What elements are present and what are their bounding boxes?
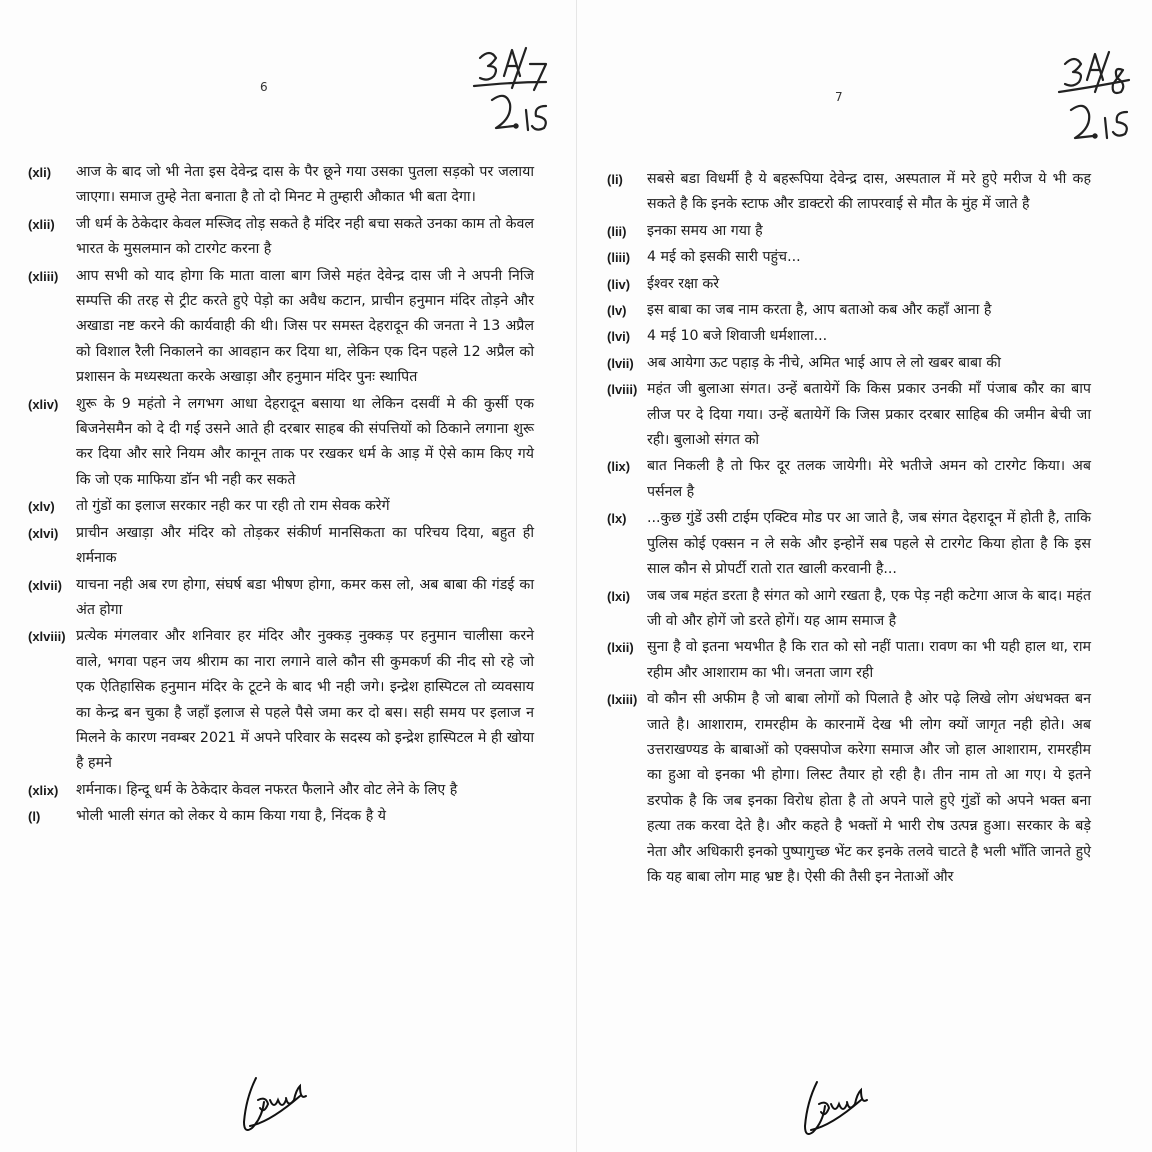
item-number: (l) — [28, 809, 41, 825]
list-item — [607, 351, 1091, 376]
item-text: तो गुंडों का इलाज सरकार नही कर पा रही तो राम सेवक करेगें — [76, 498, 390, 515]
item-text: बात निकली है तो फिर दूर तलक जायेगी। मेरे भतीजे अमन को टारगेट किया। अब पर्सनल है — [647, 458, 1091, 500]
item-text: याचना नही अब रण होगा, संघर्ष बडा भीषण होगा, कमर कस लो, अब बाबा की गंडई का अंत होगा — [76, 576, 534, 618]
item-number: (li) — [607, 172, 623, 187]
item-number: (lii) — [607, 223, 627, 239]
list-item — [607, 687, 1091, 890]
item-text: आप सभी को याद होगा कि माता वाला बाग जिसे महंत देवेन्द्र दास जी ने अपनी निजि सम्पत्ति की तरह से ट्रीट करते हुऐ पेड़ो का अवैध कटान, प्राचीन हनुमान मंदिर तोड़ने और अखाडा नष्ट करने की कार्यवाही की थी। जिस पर समस्त देहरादून की जनता ने 13 अप्रैल को विशाल रैली निकालने का आवहान कर दिया था, लेकिन एक दिन पहले 12 अप्रैल को प्रशासन के मध्यस्थता करके अखाड़ा और हनुमान मंदिर पुनः स्थापित — [76, 267, 534, 386]
list-item — [607, 219, 1091, 244]
item-number: (lv) — [607, 303, 627, 319]
page-number: 7 — [835, 90, 843, 104]
right-page — [576, 0, 1152, 1152]
item-text: जी धर्म के ठेकेदार केवल मस्जिद तोड़ सकते है मंदिर नही बचा सकते उनका काम तो केवल भारत के मुसलमान को टारगेट करना है — [76, 215, 534, 258]
list-item — [28, 778, 534, 803]
list-item — [607, 245, 1091, 270]
item-number: (lviii) — [607, 382, 638, 398]
list-item — [607, 635, 1091, 686]
list-item — [28, 804, 534, 829]
item-number: (liv) — [607, 276, 631, 292]
item-number: (xlvi) — [28, 525, 59, 541]
list-item — [28, 521, 534, 572]
list-item — [607, 506, 1091, 582]
item-text: प्रत्येक मंगलवार और शनिवार हर मंदिर और नुक्कड़ नुक्कड़ पर हनुमान चालीसा करने वाले, भगवा पहन जय श्रीराम का नारा लगाने वाले कौन सी कुमकर्ण की नीद सो रहे जो एक ऐतिहासिक हनुमान मंदिर के टूटने के बाद भी नही जगे। इन्द्रेश हास्पिटल तो व्यवसाय का केन्द्र बन चुका है जहॉं इलाज से पहले पैसे जमा कर दो बस। सही समय पर इलाज न मिलने के कारण नवम्बर 2021 में अपने परिवार के सदस्य को इन्द्रेश हास्पिटल मे ही खोया है हमने — [76, 628, 534, 772]
item-number: (lxii) — [607, 640, 634, 656]
list-item — [607, 584, 1091, 635]
item-number: (xlii) — [28, 216, 55, 232]
item-text: इनका समय आ गया है — [647, 222, 763, 239]
item-text: प्राचीन अखाड़ा और मंदिर को तोड़कर संकीर्ण मानसिकता का परिचय दिया, बहुत ही शर्मनाक — [76, 524, 534, 567]
item-text: इस बाबा का जब नाम करता है, आप बताओ कब और कहॉं आना है — [647, 302, 992, 319]
item-text: ईश्वर रक्षा करे — [647, 275, 720, 292]
list-item — [28, 573, 534, 624]
list-item — [28, 392, 534, 494]
item-text: 4 मई 10 बजे शिवाजी धर्मशाला... — [647, 328, 828, 345]
item-text: सबसे बडा विधर्मी है ये बहरूपिया देवेन्द्र दास, अस्पताल में मरे हुऐ मरीज ये भी कह सकते है कि इनके स्टाफ और डाक्टरो की लापरवाई से मौत के मुंह में जाते है — [647, 171, 1091, 213]
item-text: अब आयेगा ऊट पहाड़ के नीचे, अमित भाई आप ले लो खबर बाबा की — [647, 354, 1001, 371]
item-number: (xlix) — [28, 782, 59, 798]
item-number: (lix) — [607, 459, 631, 475]
list-item — [28, 160, 534, 211]
handwritten-annotation — [1057, 40, 1152, 160]
item-text: शर्मनाक। हिन्दू धर्म के ठेकेदार केवल नफरत फैलाने और वोट लेने के लिए है — [76, 781, 458, 798]
list-item — [28, 494, 534, 519]
list-item — [28, 624, 534, 776]
list-item — [28, 264, 534, 391]
item-number: (lx) — [607, 511, 627, 527]
item-number: (xlviii) — [28, 629, 66, 645]
item-number: (liii) — [607, 250, 631, 266]
paragraph-list — [607, 167, 1091, 891]
list-item — [607, 377, 1091, 453]
item-text: वो कौन सी अफीम है जो बाबा लोगों को पिलाते है ओर पढ़े लिखे लोग अंधभक्त बन जाते है। आशाराम, रामरहीम के कारनामें देख भी लोग क्यों जागृत नही होते। अब उत्तराखण्यड के बाबाओं को एक्सपोज करेगा समाज और जो हाल आशाराम, रामरहीम का हुआ वो इनका भी होगा। लिस्ट तैयार हो रही है। तीन नाम तो आ गए। ये इतने डरपोक है कि जब इनका विरोध होता है तो अपने पाले हुऐ गुंडों को अपने भक्त बना हत्या तक करवा देते है। और कहते है भक्तों मे भारी रोष उत्पन्न हुआ। सरकार के बड़े नेता और अधिकारी इनको पुष्पागुच्छ भेंट कर इनके तलवे चाटते है भली भॉंति जानते हुऐ कि यह बाबा लोग माह भ्रष्ट है। ऐसी की तैसी इन नेताओं और — [647, 691, 1091, 885]
item-text: जब जब महंत डरता है संगत को आगे रखता है, एक पेड़ नही कटेगा आज के बाद। महंत जी वो और होगें जो डरते होगें। यह आम समाज है — [647, 587, 1091, 629]
item-number: (xlvii) — [28, 577, 62, 593]
item-text: 4 मई को इसकी सारी पहुंच... — [647, 249, 801, 266]
item-number: (xli) — [28, 165, 52, 180]
item-text: शुरू के 9 महंतो ने लगभग आधा देहरादून बसाया था लेकिन दसवीं मे की कुर्सी एक बिजनेसमैन को दे दी गई उसने आते ही दरबार साहब की संपत्तियों को ठिकाने लगाना शुरू कर दिया और सारे नियम और कानून ताक पर रखकर धर्म के आड़ में ऐसे काम किए गये कि जो एक माफिया डॉन भी नही कर सकते — [76, 395, 534, 488]
item-number: (lvi) — [607, 329, 631, 345]
item-number: (xlv) — [28, 499, 55, 515]
item-number: (xliv) — [28, 396, 59, 412]
signature — [236, 1070, 316, 1140]
handwritten-annotation — [470, 40, 580, 150]
item-number: (lxiii) — [607, 692, 638, 708]
item-text: आज के बाद जो भी नेता इस देवेन्द्र दास के पैर छूने गया उसका पुतला सड़को पर जलाया जाएगा। समाज तुम्हे नेता बनाता है तो दो मिनट मे तुम्हारी औकात भी बता देगा। — [76, 164, 534, 206]
list-item — [607, 454, 1091, 505]
list-item — [28, 212, 534, 263]
item-text: सुना है वो इतना भयभीत है कि रात को सो नहीं पाता। रावण का भी यही हाल था, राम रहीम और आशाराम का भी। जनता जाग रही — [647, 639, 1091, 681]
item-text: भोली भाली संगत को लेकर ये काम किया गया है, निंदक है ये — [76, 808, 386, 825]
item-number: (xliii) — [28, 268, 59, 284]
list-item — [607, 324, 1091, 349]
signature — [797, 1074, 877, 1144]
item-text: महंत जी बुलाआ संगत। उन्हें बतायेगें कि किस प्रकार उनकी मॉं पंजाब कौर का बाप लीज पर दे दिया गया। उन्हें बतायेगें कि जिस प्रकार दरबार साहिब की जमीन बेची जा रही। बुलाओ संगत को — [647, 381, 1091, 449]
item-text: ...कुछ गुंडें उसी टाईम एक्टिव मोड पर आ जाते है, जब संगत देहरादून में होती है, ताकि पुलिस कोई एक्सन न ले सके और इन्होनें सब पहले से टारगेट किया होता है कि इस साल कौन से प्रोपर्टी रातो रात खाली करवानी है... — [647, 510, 1091, 578]
paragraph-list — [28, 160, 534, 831]
list-item — [607, 272, 1091, 297]
list-item — [607, 298, 1091, 323]
item-number: (lvii) — [607, 355, 634, 371]
list-item — [607, 167, 1091, 218]
item-number: (lxi) — [607, 588, 631, 604]
page-number: 6 — [260, 80, 268, 94]
